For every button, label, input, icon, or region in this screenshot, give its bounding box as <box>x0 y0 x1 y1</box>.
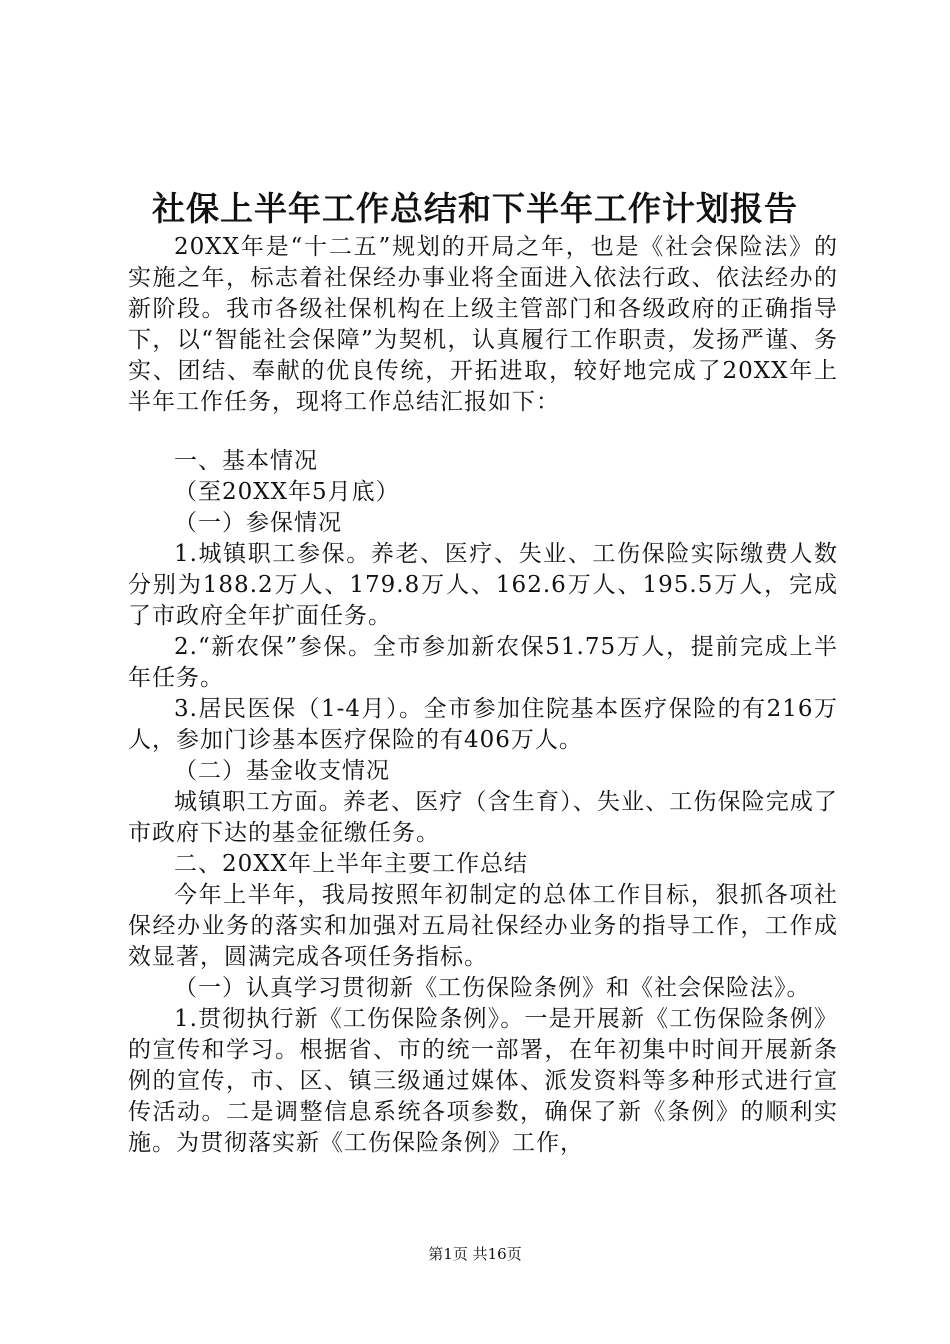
section-heading-summary: 二、20XX年上半年主要工作总结 <box>174 851 529 877</box>
page-footer: 第1页 共16页 <box>428 1245 522 1263</box>
paragraph-resident-medical: 3.居民医保（1-4月）。全市参加住院基本医疗保险的有216万人，参加门诊基本医疗保险的有406万人。 <box>128 696 838 753</box>
subsection-heading-fund: （二）基金收支情况 <box>174 758 390 784</box>
paragraph-new-rural-pension: 2.“新农保”参保。全市参加新农保51.75万人，提前完成上半年任务。 <box>128 634 838 691</box>
paragraph-injury-regulation: 1.贯彻执行新《工伤保险条例》。一是开展新《工伤保险条例》的宣传和学习。根据省、市的统一部署，在年初集中时间开展新条例的宣传，市、区、镇三级通过媒体、派发资料等多种形式进行宣传活动。二是调整信息系统各项参数，确保了新《条例》的顺利实施。为贯彻落实新《工伤保险条例》工作， <box>128 1006 838 1156</box>
document-title: 社保上半年工作总结和下半年工作计划报告 <box>152 189 798 228</box>
date-note: （至20XX年5月底） <box>174 479 400 505</box>
paragraph-intro: 20XX年是“十二五”规划的开局之年，也是《社会保险法》的实施之年，标志着社保经办事业将全面进入依法行政、依法经办的新阶段。我市各级社保机构在上级主管部门和各级政府的正确指导下，以“智能社会保障”为契机，认真履行工作职责，发扬严谨、务实、团结、奉献的优良传统，开拓进取，较好地完成了20XX年上半年工作任务，现将工作总结汇报如下： <box>128 234 838 415</box>
section-heading-basic: 一、基本情况 <box>174 448 318 474</box>
subsection-heading-law-study: （一）认真学习贯彻新《工伤保险条例》和《社会保险法》。 <box>174 975 811 1001</box>
document-body <box>128 232 838 1159</box>
paragraph-summary: 今年上半年，我局按照年初制定的总体工作目标，狠抓各项社保经办业务的落实和加强对五局社保经办业务的指导工作，工作成效显著，圆满完成各项任务指标。 <box>128 882 838 970</box>
subsection-heading-enrollment: （一）参保情况 <box>174 510 342 536</box>
paragraph-fund: 城镇职工方面。养老、医疗（含生育）、失业、工伤保险完成了市政府下达的基金征缴任务。 <box>128 789 838 846</box>
paragraph-urban-workers: 1.城镇职工参保。养老、医疗、失业、工伤保险实际缴费人数分别为188.2万人、179.8万人、162.6万人、195.5万人，完成了市政府全年扩面任务。 <box>128 541 838 629</box>
